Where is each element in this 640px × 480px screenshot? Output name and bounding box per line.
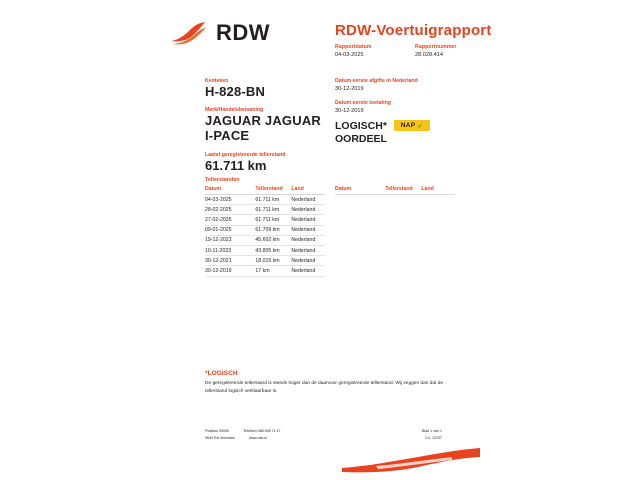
report-number: [415, 44, 481, 58]
table-row: [205, 245, 325, 255]
first-registration-nl-value: 30-12-2019: [335, 86, 364, 92]
mileage-reading: 18.015 km: [255, 256, 291, 266]
report-date-label: Rapportdatum: [335, 44, 372, 50]
mileage-date: 27-02-2025: [205, 215, 255, 225]
page-title: RDW-Voertuigrapport: [335, 22, 492, 39]
mileage-date: 28-02-2025: [205, 205, 255, 215]
page-info: [422, 428, 442, 442]
table-row: [205, 266, 325, 276]
nap-badge-label: NAP: [400, 122, 416, 129]
footer-contact-line-1: Telefoon 088 008 74 47: [242, 429, 281, 433]
mileage-table-right: [335, 185, 455, 195]
table-row: [205, 205, 325, 215]
footnote: [205, 370, 455, 396]
rdw-logo: [170, 20, 270, 46]
mileage-country: Nederland: [291, 235, 325, 245]
report-meta: [335, 44, 481, 58]
document-version: 2.0, 13797: [424, 435, 442, 440]
table-header-row: [205, 185, 325, 195]
table-row: [205, 235, 325, 245]
mileage-date: 30-12-2021: [205, 256, 255, 266]
first-admission-label: Datum eerste toelating: [335, 100, 391, 106]
nap-badge: [394, 120, 430, 131]
page-number: Blad 1 van 1: [422, 429, 442, 433]
dates-block: [335, 78, 485, 122]
odometer-value: 61.711 km: [205, 157, 267, 173]
make-model-label: Merk/Handelsbenaming: [205, 106, 264, 113]
odometer-label: Laatst geregistreerde tellerstand: [205, 151, 286, 158]
footer-website: www.rdw.nl: [248, 435, 267, 440]
column-header-country: Land: [421, 185, 455, 195]
column-header-date: Datum: [335, 185, 385, 195]
report-number-label: Rapportnummer: [415, 44, 457, 50]
table-row: [205, 225, 325, 235]
first-admission-value: 30-12-2019: [335, 108, 364, 114]
first-admission: [335, 100, 485, 114]
footnote-body: De geregistreerde tellerstand is steeds hoger dan de daarvoor geregistreerde tellerstand. Wij zeggen dan dat de tellerstand logisch verklaarbaar is.: [205, 381, 444, 395]
table-row: [205, 256, 325, 266]
mileage-reading: 45.602 km: [255, 235, 291, 245]
mileage-country: Nederland: [291, 245, 325, 255]
mileage-country: Nederland: [291, 215, 325, 225]
column-header-date: Datum: [205, 185, 255, 195]
rdw-wordmark: RDW: [216, 20, 271, 45]
first-registration-nl-label: Datum eerste afgifte in Nederland: [335, 78, 418, 84]
verdict-line-2: OORDEEL: [335, 133, 387, 146]
rdw-flame-logo-icon: [170, 20, 208, 46]
check-icon: ✓: [417, 122, 424, 130]
footer-address-line-2: 9640 RA Veendam: [205, 435, 235, 440]
table-row: [205, 215, 325, 225]
mileage-section-title: Tellerstanden: [205, 177, 240, 183]
mileage-date: 19-12-2023: [205, 235, 255, 245]
mileage-reading: 17 km: [255, 266, 291, 276]
mileage-table-left: [205, 185, 325, 277]
vehicle-block: [205, 78, 325, 174]
mileage-country: Nederland: [291, 195, 325, 205]
mileage-date: 04-03-2025: [205, 195, 255, 205]
mileage-date: 30-12-2019: [205, 266, 255, 276]
mileage-country: Nederland: [291, 205, 325, 215]
mileage-date: 09-01-2025: [205, 225, 255, 235]
report-date-value: 04-03-2025: [335, 52, 364, 58]
mileage-reading: 43.805 km: [255, 245, 291, 255]
mileage-reading: 61.711 km: [255, 195, 291, 205]
mileage-country: Nederland: [291, 266, 325, 276]
verdict-line-1: LOGISCH*: [335, 120, 387, 132]
table-header-row: [335, 185, 455, 195]
column-header-reading: Tellerstand: [385, 185, 421, 195]
mileage-reading: 61.711 km: [255, 205, 291, 215]
mileage-table-body: [205, 195, 325, 277]
report-date: [335, 44, 401, 58]
column-header-reading: Tellerstand: [255, 185, 291, 195]
table-row: [205, 195, 325, 205]
report-number-value: 28.028.414: [415, 52, 443, 58]
footer-address-line-1: Postbus 30000: [205, 429, 229, 433]
footnote-title: *LOGISCH: [205, 370, 238, 377]
plate-value: H-828-BN: [205, 84, 266, 99]
mileage-country: Nederland: [291, 225, 325, 235]
first-registration-nl: [335, 78, 485, 92]
mileage-reading: 61.711 km: [255, 215, 291, 225]
make-model-value: JAGUAR JAGUAR I-PACE: [205, 112, 322, 143]
mileage-date: 10-11-2023: [205, 245, 255, 255]
decorative-footer-graphic: [340, 448, 482, 474]
plate-label: Kenteken: [205, 78, 229, 84]
column-header-country: Land: [291, 185, 325, 195]
mileage-reading: 61.709 km: [255, 225, 291, 235]
mileage-country: Nederland: [291, 256, 325, 266]
footer: [205, 428, 485, 442]
